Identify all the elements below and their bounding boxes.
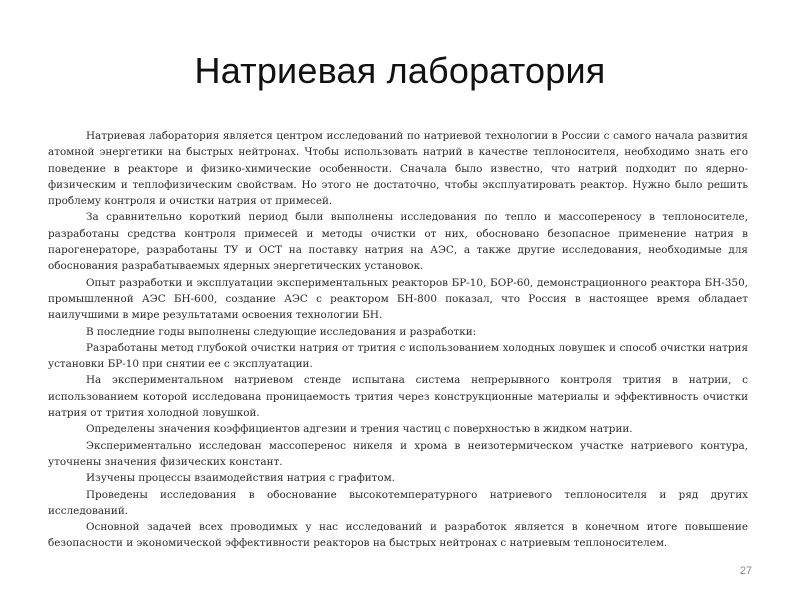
paragraph: Проведены исследования в обоснование высокотемпературного натриевого теплоносителя и ряд других исследований. — [48, 488, 748, 517]
paragraph: Натриевая лаборатория является центром исследований по натриевой технологии в России с самого начала развития атомной энергетики на быстрых нейтронах. Чтобы использовать натрий в качестве теплоносителя, необходимо знать его поведение в реакторе и физико-химические особенности. Сначала было известно, что натрий подходит по ядерно-физическим и теплофизическим свойствам. Но этого не достаточно, чтобы эксплуатировать реактор. Нужно было решить проблему контроля и очистки натрия от примесей. — [48, 130, 748, 208]
paragraph: На экспериментальном натриевом стенде испытана система непрерывного контроля трития в натрии, с использованием которой исследована проницаемость трития через конструкционные материалы и эффективность очистки натрия от трития холодной ловушкой. — [48, 374, 748, 420]
paragraph: В последние годы выполнены следующие исследования и разработки: — [86, 325, 477, 338]
paragraph: Основной задачей всех проводимых у нас исследований и разработок является в конечном итоге повышение безопасности и экономической эффективности реакторов на быстрых нейтронах с натриевым теплоносителем. — [48, 521, 748, 550]
paragraph: Изучены процессы взаимодействия натрия с графитом. — [86, 472, 396, 485]
paragraph: Опыт разработки и эксплуатации экспериментальных реакторов БР-10, БОР-60, демонстрационного реактора БН-350, промышленной АЭС БН-600, создание АЭС с реактором БН-800 показал, что Россия в настоящее время обладает наилучшими в мире результатами освоения технологии БН. — [48, 276, 748, 322]
paragraph: Разработаны метод глубокой очистки натрия от трития с использованием холодных ловушек и способ очистки натрия установки БР-10 при снятии ее с эксплуатации. — [48, 341, 748, 371]
paragraph: За сравнительно короткий период были выполнены исследования по тепло и массопереносу в теплоносителе, разработаны средства контроля примесей и методы очистки от них, обосновано безопасное применение натрия в парогенераторе, разработаны ТУ и ОСТ на поставку натрия на АЭС, а также другие исследования, необходимые для обоснования разрабатываемых ядерных энергетических установок. — [48, 211, 748, 273]
slide-title: Натриевая лаборатория — [194, 50, 606, 91]
slide-body-text — [48, 128, 748, 552]
paragraph: Экспериментально исследован массоперенос никеля и хрома в неизотермическом участке натриевого контура, уточнены значения физических констант. — [48, 439, 748, 468]
page-number: 27 — [739, 565, 752, 577]
paragraph: Определены значения коэффициентов адгезии и трения частиц с поверхностью в жидком натрии. — [86, 423, 633, 436]
